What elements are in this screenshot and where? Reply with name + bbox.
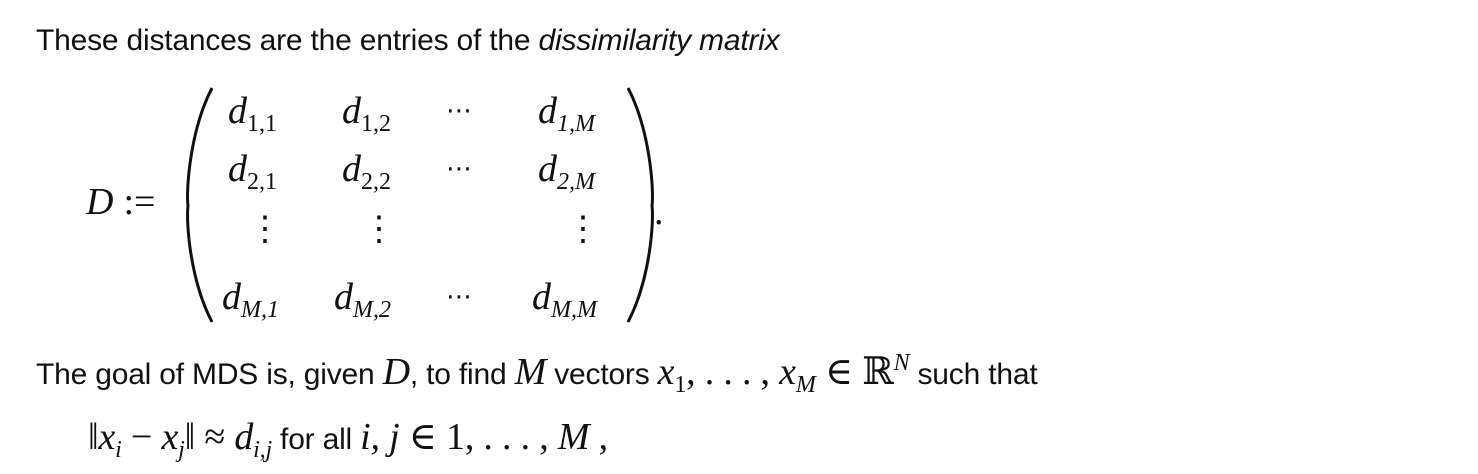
matrix-hdots-M: ⋯ bbox=[446, 282, 474, 312]
matrix-vdots-colM: ⋮ bbox=[566, 209, 600, 249]
math-range: 1, . . . , bbox=[446, 416, 558, 458]
dissimilarity-matrix-term: dissimilarity matrix bbox=[538, 24, 780, 57]
matrix-hdots-1: ⋯ bbox=[446, 96, 474, 126]
matrix-entry-2-1: $d_{2,1}$ bbox=[228, 148, 277, 195]
math-x1-sub: 1 bbox=[674, 372, 687, 398]
math-element-of: ∈ bbox=[815, 351, 863, 393]
goal-text-3: vectors bbox=[546, 358, 658, 391]
goal-text-1: The goal of MDS is, given bbox=[36, 358, 383, 391]
math-xi-sub: i bbox=[115, 437, 122, 463]
math-D: D bbox=[382, 351, 410, 393]
math-xj-sub: j bbox=[178, 437, 185, 463]
matrix-entry-1-M: $d_{1,M}$ bbox=[538, 90, 595, 137]
math-xM-sub: M bbox=[795, 372, 816, 398]
goal-text-4: such that bbox=[909, 358, 1038, 391]
math-xi: x bbox=[98, 416, 116, 458]
matrix-entry-M-M: $d_{M,M}$ bbox=[532, 276, 597, 323]
goal-text-2: , to find bbox=[409, 358, 515, 391]
matrix-symbol-D: D bbox=[86, 181, 114, 223]
matrix-entry-2-2: $d_{2,2}$ bbox=[342, 148, 391, 195]
matrix-hdots-2: ⋯ bbox=[446, 154, 474, 184]
condition-sentence bbox=[88, 416, 608, 463]
norm-right: ‖ bbox=[184, 416, 196, 458]
math-N-sup: N bbox=[893, 350, 910, 376]
math-xM: x bbox=[779, 351, 796, 393]
right-parenthesis bbox=[628, 88, 652, 322]
math-element-of-2: ∈ bbox=[399, 416, 447, 458]
math-xj: x bbox=[161, 416, 179, 458]
math-M: M bbox=[514, 351, 547, 393]
math-ellipsis: , . . . , bbox=[686, 351, 780, 393]
math-approx: ≈ bbox=[195, 416, 235, 458]
matrix-entry-1-2: $d_{1,2}$ bbox=[342, 90, 391, 137]
math-M-2: M bbox=[557, 416, 590, 458]
matrix-entry-M-2: $d_{M,2}$ bbox=[334, 276, 391, 323]
matrix-vdots-col1: ⋮ bbox=[248, 209, 282, 249]
matrix-entry-1-1: $d_{1,1}$ bbox=[228, 90, 277, 137]
assign-operator: := bbox=[123, 181, 156, 223]
intro-text: These distances are the entries of the bbox=[36, 24, 539, 57]
math-x1: x bbox=[657, 351, 675, 393]
math-reals: ℝ bbox=[862, 349, 894, 393]
left-parenthesis bbox=[188, 88, 212, 322]
math-comma: , bbox=[589, 416, 608, 458]
math-d-sub: i,j bbox=[253, 437, 272, 463]
matrix-entry-M-1: $d_{M,1}$ bbox=[222, 276, 279, 323]
matrix-trailing-period: . bbox=[654, 191, 664, 233]
math-ij: i, j bbox=[360, 416, 400, 458]
norm-left: ‖ bbox=[88, 416, 99, 458]
goal-sentence bbox=[36, 349, 1038, 398]
matrix-entry-2-M: $d_{2,M}$ bbox=[538, 148, 595, 195]
math-minus: − bbox=[121, 416, 162, 458]
matrix-vdots-col2: ⋮ bbox=[362, 209, 396, 249]
for-all-text: for all bbox=[271, 423, 361, 456]
math-d: d bbox=[234, 416, 254, 458]
